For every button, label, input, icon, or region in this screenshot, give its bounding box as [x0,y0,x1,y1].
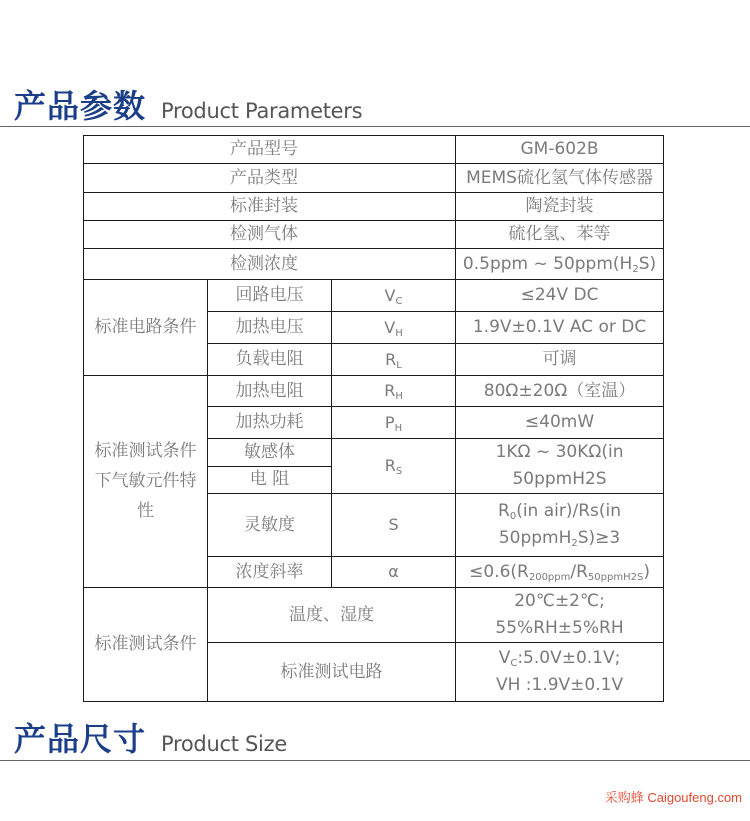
sensor-resistance-label-1: 敏感体 [208,439,332,467]
parameters-title-cn: 产品参数 [14,87,147,125]
slope-symbol: α [332,557,456,588]
size-title-en: Product Size [161,732,287,756]
parameters-title-en: Product Parameters [161,99,363,123]
divider-top [0,126,750,127]
test-circuit-label: 标准测试电路 [208,643,456,702]
sensor-resistance-symbol: $R_S$ [332,439,456,494]
load-resistance-label: 负载电阻 [208,344,332,376]
temp-humidity-value: 20℃±2℃; 55%RH±5%RH [456,588,664,643]
slope-value: $\le 0.6(R_{200ppm}/R_{50ppmH2S})$ [456,557,664,588]
table-row-type [84,164,664,193]
table-row-loop-voltage [84,280,664,312]
heater-voltage-value: 1.9V±0.1V AC or DC [456,312,664,344]
package-label: 标准封装 [84,193,456,221]
divider-bottom [0,760,750,761]
load-resistance-symbol: $R_L$ [332,344,456,376]
sensor-resistance-label-2: 电 阻 [208,466,332,494]
load-resistance-value: 可调 [456,344,664,376]
type-value: MEMS硫化氢气体传感器 [456,164,664,193]
size-title-cn: 产品尺寸 [14,720,147,758]
heater-resistance-label: 加热电阻 [208,376,332,407]
section-heading-parameters [14,88,362,124]
heater-resistance-symbol: $R_H$ [332,376,456,407]
gas-label: 检测气体 [84,221,456,249]
temp-humidity-label: 温度、湿度 [208,588,456,643]
loop-voltage-value: ≤24V DC [456,280,664,312]
heater-voltage-symbol: $V_H$ [332,312,456,344]
heater-power-label: 加热功耗 [208,407,332,439]
package-value: 陶瓷封装 [456,193,664,221]
watermark-text: 采购蜂 Caigoufeng.com [604,790,742,805]
test-circuit-value: $V_C:5.0V\pm 0.1V$; VH :1.9V±0.1V [456,643,664,702]
table-row-gas [84,221,664,249]
test-group-label: 标准测试条件 下气敏元件特 性 [84,376,208,588]
circuit-group-label: 标准电路条件 [84,280,208,376]
parameters-table [83,135,664,702]
heater-power-value: ≤40mW [456,407,664,439]
heater-voltage-label: 加热电压 [208,312,332,344]
table-row-package [84,193,664,221]
section-heading-size [14,721,287,757]
table-row-range [84,249,664,280]
heater-resistance-value: 80Ω±20Ω（室温） [456,376,664,407]
gas-value: 硫化氢、苯等 [456,221,664,249]
loop-voltage-symbol: $V_C$ [332,280,456,312]
sensitivity-value: $R_0(in$ air)/Rs(in 50ppmH$_2$S)≥3 [456,494,664,557]
heater-power-symbol: $P_H$ [332,407,456,439]
range-label: 检测浓度 [84,249,456,280]
table-row-temp-humidity [84,588,664,643]
slope-label: 浓度斜率 [208,557,332,588]
loop-voltage-label: 回路电压 [208,280,332,312]
env-group-label: 标准测试条件 [84,588,208,702]
table-row-heater-resistance [84,376,664,407]
sensor-resistance-value: 1KΩ ~ 30KΩ(in 50ppmH2S [456,439,664,494]
model-label: 产品型号 [84,136,456,164]
type-label: 产品类型 [84,164,456,193]
sensitivity-label: 灵敏度 [208,494,332,557]
table-row-model [84,136,664,164]
range-value: 0.5ppm ~ $50ppm(H_2S)$ [456,249,664,280]
sensitivity-symbol: S [332,494,456,557]
model-value: GM-602B [456,136,664,164]
